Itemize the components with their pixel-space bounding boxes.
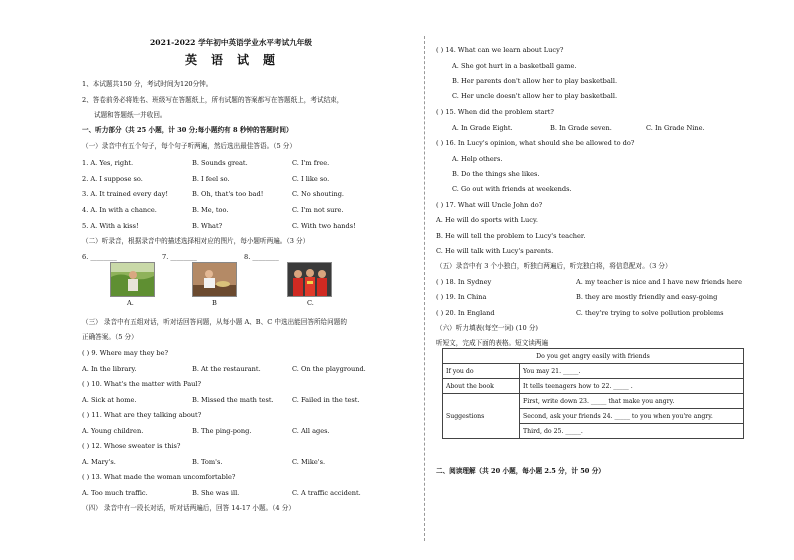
table-blank-25: Third, do 25. _____. bbox=[520, 424, 744, 439]
pic-label-c: C. bbox=[307, 299, 314, 307]
table-header: Do you get angry easily with friends bbox=[443, 349, 744, 364]
question-12: ( ) 12. Whose sweater is this? bbox=[82, 442, 181, 450]
q10-option-b: B. Missed the math test. bbox=[192, 396, 274, 404]
q15-option-b: B. In Grade seven. bbox=[550, 124, 612, 132]
q9-option-b: B. At the restaurant. bbox=[192, 365, 261, 373]
fill-in-table bbox=[442, 348, 744, 439]
table-blank-22: It tells teenagers how to 22. _____ . bbox=[520, 379, 744, 394]
question-11: ( ) 11. What are they talking about? bbox=[82, 411, 202, 419]
section3-intro: （三） 录音中有五组对话，听对话回答问题，从每小题 A、B、C 中选出能回答所给问题的 bbox=[82, 318, 347, 326]
table-blank-21: You may 21. _____. bbox=[520, 364, 744, 379]
question-15: ( ) 15. When did the problem start? bbox=[436, 108, 554, 116]
section6-sub: 听短文，完成下面的表格。短文读两遍 bbox=[436, 339, 549, 347]
table-blank-24: Second, ask your friends 24. _____ to you when you're angry. bbox=[520, 409, 744, 424]
q11-option-b: B. The ping-pong. bbox=[192, 427, 252, 435]
q11-option-a: A. Young children. bbox=[82, 427, 144, 435]
part1-header: 一、听力部分（共 25 小题，计 30 分;每小题约有 8 秒钟的答题时间） bbox=[82, 126, 293, 134]
q17-option-a: A. He will do sports with Lucy. bbox=[436, 216, 538, 224]
part2-header: 二、阅读理解（共 20 小题，每小题 2.5 分，计 50 分） bbox=[436, 467, 605, 475]
q14-option-b: B. Her parents don't allow her to play basketball. bbox=[452, 77, 618, 85]
section1-intro: （一）录音中有五个句子，每个句子听两遍，然后选出最佳答语。（5 分） bbox=[82, 142, 296, 150]
q2-option-c: C. I like so. bbox=[292, 175, 330, 183]
q3-option-a: 3. A. It trained every day! bbox=[82, 190, 169, 198]
q9-option-c: C. On the playground. bbox=[292, 365, 366, 373]
q1-option-a: 1. A. Yes, right. bbox=[82, 159, 134, 167]
section6-intro: （六）听力填表(每空一词) (10 分) bbox=[436, 324, 538, 332]
photo-man-in-field bbox=[110, 262, 155, 297]
q5-option-c: C. With two hands! bbox=[292, 222, 356, 230]
question-14: ( ) 14. What can we learn about Lucy? bbox=[436, 46, 564, 54]
note-1: 1、本试题共150 分，考试时间为120分钟。 bbox=[82, 80, 213, 88]
q5-option-a: 5. A. With a kiss! bbox=[82, 222, 139, 230]
photo-athletes-team bbox=[287, 262, 332, 297]
match-option-c: C. they're trying to solve pollution problems bbox=[576, 309, 724, 317]
section5-intro: （五）录音中有 3 个小独白，听独白两遍后，听完独白将，将信息配对。（3 分） bbox=[436, 262, 672, 270]
section3-intro-cont: 正确答案。（5 分） bbox=[82, 333, 138, 341]
blank-7: 7. ________ bbox=[162, 253, 197, 261]
q12-option-b: B. Tom's. bbox=[192, 458, 223, 466]
match-option-b: B. they are mostly friendly and easy-going bbox=[576, 293, 718, 301]
section2-intro: （二）听录音，根据录音中的描述选择相对应的图片，每小题听两遍。（3 分） bbox=[82, 237, 310, 245]
q15-option-a: A. In Grade Eight. bbox=[452, 124, 513, 132]
column-divider bbox=[424, 36, 425, 541]
table-label-about-book: About the book bbox=[443, 379, 520, 394]
q1-option-b: B. Sounds great. bbox=[192, 159, 248, 167]
q10-option-a: A. Sick at home. bbox=[82, 396, 137, 404]
q3-option-b: B. Oh, that's too bad! bbox=[192, 190, 264, 198]
q5-option-b: B. What? bbox=[192, 222, 223, 230]
q16-option-a: A. Help others. bbox=[452, 155, 503, 163]
note-3: 试题和答题纸一并收回。 bbox=[94, 111, 167, 119]
question-9: ( ) 9. Where may they be? bbox=[82, 349, 169, 357]
table-label-suggestions: Suggestions bbox=[443, 394, 520, 439]
q14-option-c: C. Her uncle doesn't allow her to play basketball. bbox=[452, 92, 618, 100]
q3-option-c: C. No shouting. bbox=[292, 190, 345, 198]
photo-chef-cooking bbox=[192, 262, 237, 297]
q15-option-c: C. In Grade Nine. bbox=[646, 124, 705, 132]
table-blank-23: First, write down 23. _____ that make you angry. bbox=[520, 394, 744, 409]
q4-option-b: B. Me, too. bbox=[192, 206, 229, 214]
question-13: ( ) 13. What made the woman uncomfortable? bbox=[82, 473, 236, 481]
q12-option-c: C. Mike's. bbox=[292, 458, 326, 466]
pic-label-b: B bbox=[212, 299, 217, 307]
q16-option-b: B. Do the things she likes. bbox=[452, 170, 540, 178]
q13-option-a: A. Too much traffic. bbox=[82, 489, 148, 497]
q14-option-a: A. She got hurt in a basketball game. bbox=[452, 62, 577, 70]
match-20: ( ) 20. In England bbox=[436, 309, 495, 317]
q2-option-b: B. I feel so. bbox=[192, 175, 230, 183]
question-17: ( ) 17. What will Uncle John do? bbox=[436, 201, 543, 209]
note-2: 2、答卷前务必将姓名、班级写在答题纸上，所有试题的答案都写在答题纸上，考试结束， bbox=[82, 96, 344, 104]
match-19: ( ) 19. In China bbox=[436, 293, 487, 301]
match-18: ( ) 18. In Sydney bbox=[436, 278, 492, 286]
blank-6: 6. ________ bbox=[82, 253, 117, 261]
subject-title: 英语试题 bbox=[185, 53, 290, 67]
question-16: ( ) 16. In Lucy's opinion, what should she be allowed to do? bbox=[436, 139, 635, 147]
pic-label-a: A. bbox=[127, 299, 134, 307]
q13-option-c: C. A traffic accident. bbox=[292, 489, 361, 497]
q12-option-a: A. Mary's. bbox=[82, 458, 116, 466]
q2-option-a: 2. A. I suppose so. bbox=[82, 175, 143, 183]
match-option-a: A. my teacher is nice and I have new friends here bbox=[576, 278, 742, 286]
q16-option-c: C. Go out with friends at weekends. bbox=[452, 185, 572, 193]
q11-option-c: C. All ages. bbox=[292, 427, 330, 435]
blank-8: 8. ________ bbox=[244, 253, 279, 261]
section4-intro: （四） 录音中有一段长对话，听对话两遍后，回答 14-17 小题。（4 分） bbox=[82, 504, 295, 512]
q17-option-c: C. He will talk with Lucy's parents. bbox=[436, 247, 554, 255]
q9-option-a: A. In the library. bbox=[82, 365, 137, 373]
table-label-if-you-do: If you do bbox=[443, 364, 520, 379]
q17-option-b: B. He will tell the problem to Lucy's teacher. bbox=[436, 232, 586, 240]
exam-title: 2021-2022 学年初中英语学业水平考试九年级 bbox=[150, 38, 312, 47]
q4-option-c: C. I'm not sure. bbox=[292, 206, 344, 214]
q4-option-a: 4. A. In with a chance. bbox=[82, 206, 157, 214]
q10-option-c: C. Failed in the test. bbox=[292, 396, 360, 404]
question-10: ( ) 10. What's the matter with Paul? bbox=[82, 380, 202, 388]
q1-option-c: C. I'm free. bbox=[292, 159, 330, 167]
q13-option-b: B. She was ill. bbox=[192, 489, 240, 497]
